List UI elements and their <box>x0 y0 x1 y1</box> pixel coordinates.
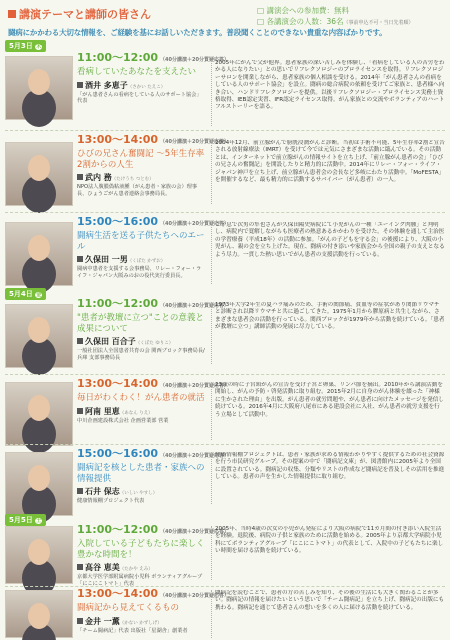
speaker-name <box>77 80 205 91</box>
session-topic: 闘病記を核とした患者・家族への情報提供 <box>77 463 205 484</box>
session-topic: 闘病記から見えてくるもの <box>77 603 180 613</box>
section-title <box>8 6 151 22</box>
speaker-profile: 京都大学医学部附属病院小児科 ボランティアグループ「にこにこトマト」代表 <box>77 574 203 587</box>
speaker-bio: 2005年にがんで父が他界。患者家族の深い苦しみを体験し、「看病をしている人の苦労をわかる人になりたい」との思いでリフレクソロジーのプロライセンスを取得。リフレクソロジーサロンを開業しながら、患者家族の個人相談を受ける。2014年「がん患者さんの看病をしている人のサポート協会」を設立。闘病の総合病院の依頼を受けてご家族と、患者様へ向き合い、ハンドリフレクソロジーを提供。以後リフレクソロジー・プロライセンス実務士資格取得、IEB認定実習、IFR認定ライセンス取得。がん家族との交流やボランティアのハートフルストーリーを語る。 <box>211 60 445 126</box>
time-text: 13:00～14:00 <box>77 133 159 146</box>
speaker-bio: 2004年12月、前立腺がんで膀胱浸潤がんと診断。当初は手術不可能、5年生存率2割と宣告される放射線療法（IMRT）を受けて今では元気にさまざまな活動に臨んでいる。その活動とは、インターネットで前立腺がんの情報サイトを立ち上げ、「前立腺がん患者の会」「ひびの兄さんの奮闘記」を開設したりと精力的に活動中。2014年にリレー・フォー・ライフ・ジャパン神戸を立ち上げ、前立腺がん患者会の会長など多岐にわたり活動中。「MoFESTA」を開催するなど、最も精力的に活動するサバイバー（がん患者）の一人。 <box>211 140 445 204</box>
session-info <box>77 297 229 361</box>
day-label-2 <box>5 514 46 526</box>
speaker-photo <box>5 56 73 120</box>
session-info <box>77 51 229 105</box>
capacity-note-sub: （事前申込不可・当日先着順） <box>343 20 414 26</box>
capacity-note-main: □ 各講演会の人数：36名 <box>257 17 344 26</box>
time-text: 11:00～12:00 <box>77 297 159 310</box>
session-time <box>77 297 229 312</box>
speaker-profile: 闘病中患者を支援する会事務局、リレー・フォー・ライフ・ジャパン大阪みのおの役代実行委員長。 <box>77 266 202 279</box>
session-info <box>77 377 229 424</box>
speaker-name-text: 石井 保志 <box>85 487 120 496</box>
speaker-name <box>77 172 205 183</box>
day-date: 5月3日 <box>9 42 33 50</box>
time-note: （40分講演＋20分質疑応答） <box>160 303 229 309</box>
day-date: 5月5日 <box>9 516 33 524</box>
speaker-bio: 2005年、当時4歳の次女の小児がん発症により大阪の病院で11カ月間の付き添い入院生活を経験。退院後、病院の子供と家族のために活動を始める。2005年より京都大学病院小児科にてボランティアグループ「にこにこトマト」の代表として、入院中の子どもたちに楽しい時間を届ける活動を続けている。 <box>211 526 445 580</box>
divider <box>5 374 445 375</box>
square-bullet-icon <box>8 10 16 18</box>
session-info <box>77 587 229 634</box>
square-bullet-icon <box>77 82 83 88</box>
session-time <box>77 587 229 602</box>
square-bullet-icon <box>77 256 83 262</box>
event-notes <box>257 5 414 29</box>
square-bullet-icon <box>77 174 83 180</box>
session-topic: 看病していたあなたを支えたい <box>77 67 197 77</box>
square-bullet-icon <box>77 618 83 624</box>
time-text: 11:00～12:00 <box>77 51 159 64</box>
time-text: 13:00～14:00 <box>77 377 159 390</box>
header <box>4 2 446 38</box>
speaker-name-text: 久保田 一男 <box>85 255 128 264</box>
speaker-name <box>77 562 205 573</box>
speaker-kana: （かない かずしげ） <box>119 620 162 626</box>
lead-text: 闘病にかかわる大切な情報を、ご経験を基にお話しいただきます。普段聞くことのできない貴重な内容ばかりです。 <box>8 28 387 37</box>
speaker-name-text: 阿南 里恵 <box>85 406 120 416</box>
speaker-profile: 「チーム闘病記」代表 出版社「星湖舎」創業者 <box>77 627 188 634</box>
session-topic: ひびの兄さん奮闘記 ～5年生存率2割からの人生 <box>77 149 205 170</box>
day-date: 5月4日 <box>9 290 33 298</box>
speaker-kana: （たけうち つとむ） <box>111 177 154 182</box>
speaker-name <box>77 336 205 347</box>
speaker-photo <box>5 452 73 516</box>
speaker-bio: ご子息で次男の隼也さんが久保田陽史病院にて小児がんの一種「ユーイング肉腫」と判明し、病院内で寛解しながらも医療者の熱意あるかかわりを受けた。その体験を通して主治医の学習療養（平成18年）の活動に参加。「がんの子どもを守る会」の後援により、大阪の小児がん、親の会を立ち上げた。現在、闘病の付き添いや家族会から全国の親子の支えとなるよう尽力。一貫した熱い思いでがん患者の支援活動を行っている。 <box>211 222 445 284</box>
speaker-photo <box>5 142 73 206</box>
session-info <box>77 133 229 197</box>
fee-note: □ 講演会への参加費：無料 <box>257 6 349 15</box>
speaker-profile: 中川企画建設株式会社 企画営業部 営業 <box>77 417 169 424</box>
session-time <box>77 215 229 230</box>
speaker-profile: NPO法人腹膜偽粘液腫（がん患者・家族の会）理事長、ひょうごがん患者連絡会事務局長。 <box>77 184 198 197</box>
speaker-name <box>77 254 205 265</box>
speaker-photo <box>5 526 73 584</box>
session-topic: 毎日がわくわく！がん患者の就活 <box>77 393 205 403</box>
speaker-photo <box>5 382 73 446</box>
speaker-kana: （くぼた かずお） <box>127 259 166 264</box>
speaker-name <box>77 616 205 627</box>
weekday-mark: 土 <box>36 518 42 524</box>
day-label-1 <box>5 288 46 300</box>
square-bullet-icon <box>77 408 83 414</box>
speaker-name-text: 金井 一薫 <box>85 616 120 626</box>
time-text: 15:00～16:00 <box>77 447 159 460</box>
time-text: 13:00～14:00 <box>77 587 159 600</box>
session-topic: 闘病生活を送る子供たちへのエール <box>77 231 205 252</box>
session-time <box>77 523 229 538</box>
speaker-bio: 1973年大学2年生の夏ハラ痛みのため、手術の関節痛、貧血等の症状があり関節リウマチと診断され以降リウマチと共に過ごしてきた。1975年1月から膠原病と共生しながら、さまざまな患者会の活動を行っている。関西ブロックが1979年から活動を続けている。「患者が教壇に立つ」講師活動の発展に尽力している。 <box>211 302 445 364</box>
session-info <box>77 215 229 279</box>
speaker-profile: 健康情報棚プロジェクト代表 <box>77 498 145 504</box>
speaker-name <box>77 486 205 497</box>
speaker-name <box>77 406 205 417</box>
time-note: （40分講演＋20分質疑応答） <box>160 221 229 227</box>
speaker-bio: 健康情報棚プロジェクトは、患者・家族が求める情報わかりやすく提供するための社会資源を行う市民研究グループ。その提案の中で「闘病記文庫」が、図書館内に2005年より全国に設置されている。闘病記の収集、分類やリストの作成など闘病記を普及しその活用を推進している。患者の声を生かした情報提供に取り組む。 <box>211 452 445 504</box>
speaker-name-text: 高谷 恵美 <box>85 563 120 572</box>
square-bullet-icon <box>77 338 83 344</box>
speaker-name-text: 武内 務 <box>85 173 112 182</box>
speaker-photo <box>5 222 73 286</box>
speaker-profile: 一般社団法人全国患者共育の会 関西ブロック事務局長/兵庫 支部事務局長 <box>77 348 205 361</box>
speaker-profile: 「がん患者さんの看病をしている人のサポート協会」代表 <box>77 91 202 105</box>
session-info <box>77 447 229 505</box>
speaker-photo <box>5 304 73 368</box>
speaker-name-text: 久保田 百合子 <box>85 337 136 346</box>
time-text: 15:00～16:00 <box>77 215 159 228</box>
day-label-0 <box>5 40 46 52</box>
session-time <box>77 51 229 66</box>
divider <box>5 212 445 213</box>
weekday-mark: 木 <box>36 44 42 50</box>
divider <box>5 444 445 445</box>
session-time <box>77 447 229 462</box>
session-time <box>77 133 229 148</box>
divider <box>5 130 445 131</box>
speaker-name-text: 酒井 多恵子 <box>85 80 128 90</box>
square-bullet-icon <box>77 488 83 494</box>
speaker-kana: （さかい たえこ） <box>127 84 166 90</box>
speaker-kana: （いしい やすし） <box>119 491 158 496</box>
speaker-photo <box>5 590 73 638</box>
session-info <box>77 523 229 587</box>
session-time <box>77 377 229 392</box>
time-note: （40分講演＋20分質疑応答） <box>160 529 229 535</box>
speaker-bio: 23歳の時に子宮頸がんの宣告を受け子宮と卵巣、リンパ節を摘出。2010年から講演活動を開始し、がんの予防・啓発活動に取り組む。2015年2月に自身のがん体験を綴った「神様に生かされた理由」を出版。がん患者の就労問題や、がん患者に向けたメッセージを発信し続けている。2016年4月に大阪府八尾市にある建設会社に入社、がん患者の就労支援を行う立場として活動中。 <box>211 382 445 440</box>
time-note: （40分講演＋20分質疑応答） <box>160 593 229 599</box>
time-note: （40分講演＋20分質疑応答） <box>160 139 229 145</box>
session-topic: 入院している子どもたちに楽しく豊かな時間を！ <box>77 539 205 560</box>
speaker-kana: （たかや えみ） <box>119 567 153 572</box>
time-note: （40分講演＋20分質疑応答） <box>160 383 229 389</box>
time-note: （40分講演＋20分質疑応答） <box>160 57 229 63</box>
section-title-text: 講演テーマと講師の皆さん <box>19 8 151 21</box>
time-text: 11:00～12:00 <box>77 523 159 536</box>
time-note: （40分講演＋20分質疑応答） <box>160 453 229 459</box>
speaker-bio: 闘病記を読むことで、患者の方の苦しみを知り、その後の生活にも大きく関わることが多い。闘病記の情報を届けたいという思いで「チーム闘病記」を立ち上げ、闘病記の出版にも携わる。闘病記を通じて患者さんの想いを多くの人に届ける活動を続けている。 <box>211 590 445 638</box>
divider <box>5 586 445 587</box>
session-topic: "患者が教壇に立つ"ことの意義と成果について <box>77 313 204 334</box>
square-bullet-icon <box>77 564 83 570</box>
speaker-kana: （あなん りえ） <box>119 410 153 416</box>
speaker-kana: （くぼた ゆりこ） <box>135 341 174 346</box>
weekday-mark: 金 <box>36 292 42 298</box>
